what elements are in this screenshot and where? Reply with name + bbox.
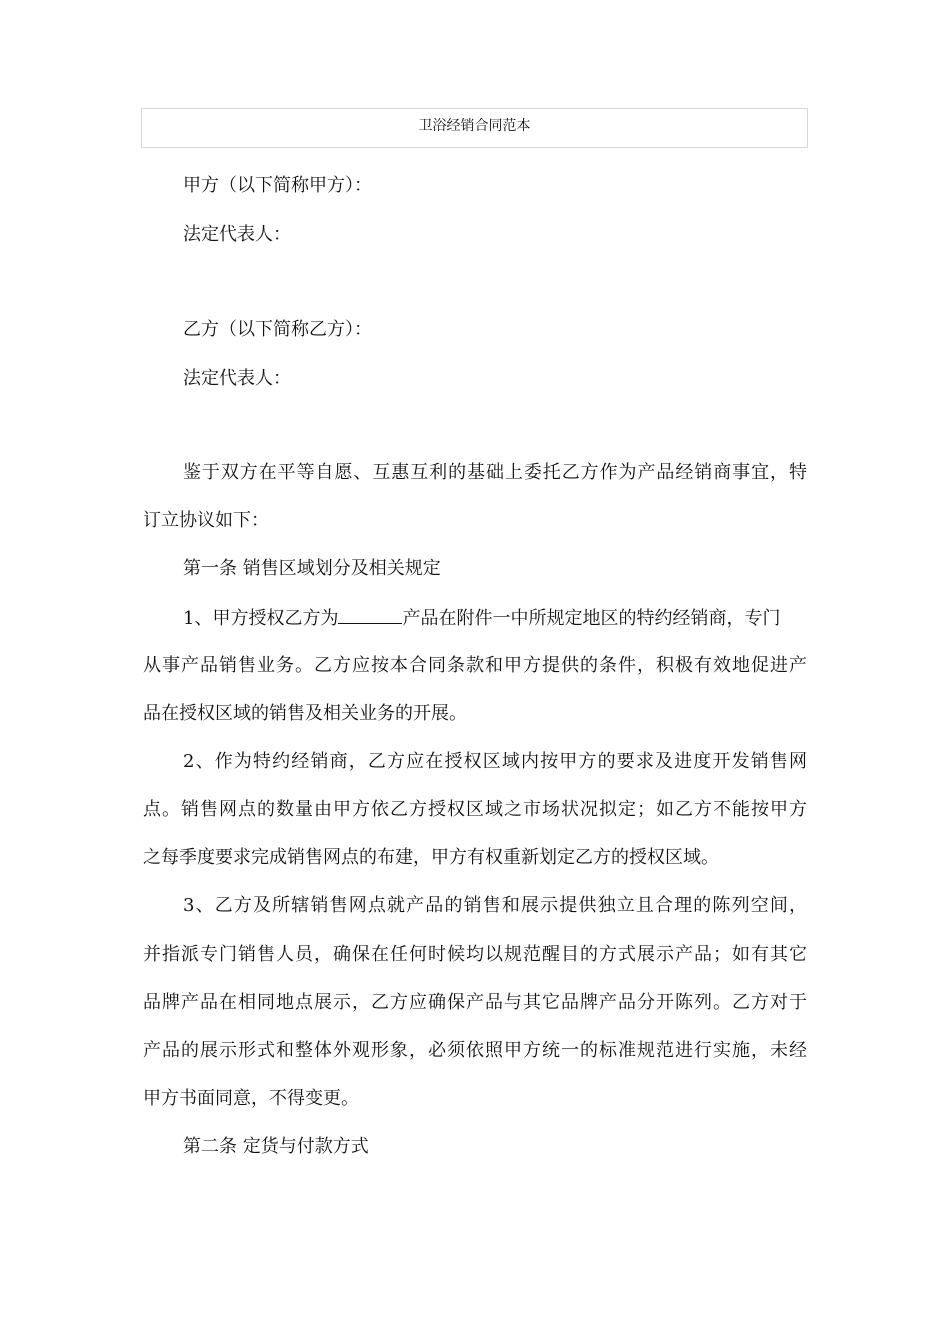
title-box <box>141 108 808 148</box>
clause-1-line-1 <box>183 605 807 631</box>
clause-3-line-4: 产品的展示形式和整体外观形象，必须依照甲方统一的标准规范进行实施，未经 <box>143 1040 807 1061</box>
representative-a-label: 法定代表人： <box>183 224 291 245</box>
clause-3-line-3: 品牌产品在相同地点展示，乙方应确保产品与其它品牌产品分开陈列。乙方对于 <box>143 992 807 1013</box>
document-title: 卫浴经销合同范本 <box>418 118 531 134</box>
clause-3-line-1: 3、乙方及所辖销售网点就产品的销售和展示提供独立且合理的陈列空间， <box>183 895 807 916</box>
clause-2-line-1: 2、作为特约经销商，乙方应在授权区域内按甲方的要求及进度开发销售网 <box>183 751 807 772</box>
clause-1-text-b: 产品在附件一中所规定地区的特约经销商，专门 <box>402 608 781 629</box>
article-1-heading: 第一条 销售区域划分及相关规定 <box>183 558 441 579</box>
article-2-heading: 第二条 定货与付款方式 <box>183 1136 369 1157</box>
clause-1-text-a: 1、甲方授权乙方为 <box>183 608 339 629</box>
fill-in-blank <box>338 605 402 624</box>
intro-line-1: 鉴于双方在平等自愿、互惠互利的基础上委托乙方作为产品经销商事宜，特 <box>183 462 807 483</box>
clause-1-line-3: 品在授权区域的销售及相关业务的开展。 <box>143 703 467 724</box>
clause-3-line-5: 甲方书面同意，不得变更。 <box>143 1088 359 1109</box>
clause-3-line-2: 并指派专门销售人员，确保在任何时候均以规范醒目的方式展示产品；如有其它 <box>143 944 807 965</box>
clause-2-line-2: 点。销售网点的数量由甲方依乙方授权区域之市场状况拟定；如乙方不能按甲方 <box>143 799 807 820</box>
representative-b-label: 法定代表人： <box>183 368 291 389</box>
intro-line-2: 订立协议如下： <box>143 510 269 531</box>
party-b-label: 乙方（以下简称乙方）： <box>183 319 372 340</box>
party-a-label: 甲方（以下简称甲方）： <box>183 175 372 196</box>
clause-2-line-3: 之每季度要求完成销售网点的布建，甲方有权重新划定乙方的授权区域。 <box>143 847 719 868</box>
clause-1-line-2: 从事产品销售业务。乙方应按本合同条款和甲方提供的条件，积极有效地促进产 <box>143 655 807 676</box>
